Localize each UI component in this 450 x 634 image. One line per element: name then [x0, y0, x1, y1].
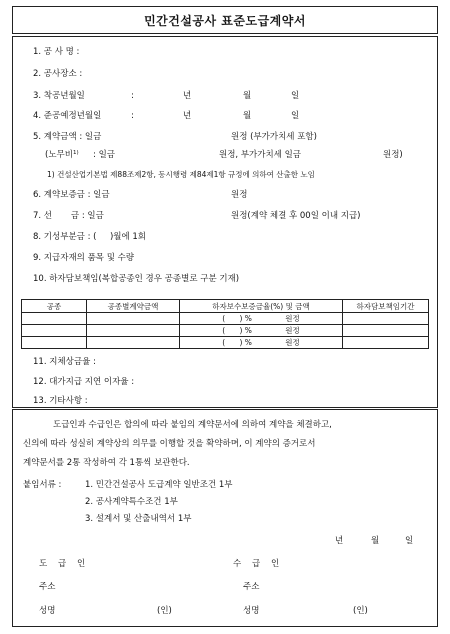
table-cell	[87, 313, 180, 325]
start-date-month: 월	[243, 91, 252, 101]
table-cell	[87, 325, 180, 337]
table-header-cell: 공종	[22, 300, 87, 313]
agreement-paragraph-line-3: 계약문서를 2통 작성하여 각 1통씩 보관한다.	[23, 458, 190, 468]
agreement-section	[12, 409, 438, 627]
contract-form	[12, 6, 438, 628]
attachment-item: 2. 공사계약특수조건 1부	[85, 497, 178, 507]
table-header-cell: 하자보수보증금율(%) 및 금액	[180, 300, 343, 313]
start-date-year: 년	[183, 91, 192, 101]
contractor-seal: (인)	[157, 606, 172, 616]
start-date-day: 일	[291, 91, 300, 101]
sign-date-day: 일	[405, 536, 414, 546]
item-project-location: 2. 공사장소 :	[33, 69, 83, 79]
subcontractor-address-label: 주소	[243, 582, 260, 592]
table-cell	[343, 313, 429, 325]
table-row	[22, 313, 429, 325]
item-start-date-label: 3. 착공년월일	[33, 91, 85, 101]
table-cell	[22, 337, 87, 349]
attachment-item: 1. 민간건설공사 도급계약 일반조건 1부	[85, 480, 233, 490]
start-date-colon: :	[131, 91, 134, 101]
completion-date-year: 년	[183, 111, 192, 121]
table-row	[22, 337, 429, 349]
table-cell: ( ) % 원정	[180, 313, 343, 325]
table-cell: ( ) % 원정	[180, 337, 343, 349]
completion-date-day: 일	[291, 111, 300, 121]
contractor-name-label: 성명	[39, 606, 56, 616]
attachments-label: 붙임서류 :	[23, 480, 62, 490]
sign-date-month: 월	[371, 536, 380, 546]
table-header-cell: 하자담보책임기간	[343, 300, 429, 313]
table-cell	[343, 337, 429, 349]
vat-amount-label: 원정, 부가가치세 일금	[219, 150, 302, 160]
completion-date-colon: :	[131, 111, 134, 121]
table-header-row	[22, 300, 429, 313]
contract-terms-section	[12, 36, 438, 408]
item-late-payment-interest: 12. 대가지급 지연 이자율 :	[33, 377, 135, 387]
document-title: 민간건설공사 표준도급계약서	[12, 6, 438, 34]
performance-bond-won: 원정	[231, 190, 248, 200]
item-performance-bond-label: 6. 계약보증금 : 일금	[33, 190, 110, 200]
item-completion-date-label: 4. 준공예정년월일	[33, 111, 102, 121]
table-cell: ( ) % 원정	[180, 325, 343, 337]
contract-amount-won: 원정 (부가가치세 포함)	[231, 132, 317, 142]
sign-date-year: 년	[335, 536, 344, 546]
agreement-paragraph-line-2: 신의에 따라 성실히 계약상의 의무를 이행할 것을 확약하며, 이 계약의 증거로서	[23, 439, 316, 449]
item-progress-payment: 8. 기성부분금 : ( )월에 1회	[33, 232, 147, 242]
item-advance-payment-label: 7. 선 금 : 일금	[33, 211, 104, 221]
item-defect-liability: 10. 하자담보책임(복합공종인 경우 공종별로 구분 기재)	[33, 274, 240, 284]
table-cell	[87, 337, 180, 349]
item-other-matters: 13. 기타사항 :	[33, 396, 88, 406]
table-row	[22, 325, 429, 337]
contractor-address-label: 주소	[39, 582, 56, 592]
item-delay-penalty: 11. 지체상금율 :	[33, 357, 96, 367]
labor-cost-footnote: 1) 건설산업기본법 제88조제2항, 동시행령 제84제1항 규정에 의하여 산출한 노임	[47, 170, 315, 179]
defect-liability-table	[21, 299, 429, 349]
item-supplied-materials: 9. 지급자재의 품목 및 수량	[33, 253, 135, 263]
table-cell	[343, 325, 429, 337]
labor-cost-label-b: : 일금	[93, 150, 115, 160]
vat-amount-won: 원정)	[383, 150, 403, 160]
item-contract-amount-label: 5. 계약금액 : 일금	[33, 132, 102, 142]
completion-date-month: 월	[243, 111, 252, 121]
table-cell	[22, 313, 87, 325]
agreement-paragraph-line-1: 도급인과 수급인은 합의에 따라 붙임의 계약문서에 의하여 계약을 체결하고,	[53, 420, 332, 430]
subcontractor-name-label: 성명	[243, 606, 260, 616]
attachment-item: 3. 설계서 및 산출내역서 1부	[85, 514, 192, 524]
advance-payment-won: 원정(계약 체결 후 00일 이내 지급)	[231, 211, 361, 221]
table-header-cell: 공종별계약금액	[87, 300, 180, 313]
subcontractor-label: 수 급 인	[233, 559, 280, 569]
subcontractor-seal: (인)	[353, 606, 368, 616]
table-cell	[22, 325, 87, 337]
item-project-name: 1. 공 사 명 :	[33, 47, 80, 57]
labor-cost-label-a: (노무비$^{1)}$	[45, 150, 79, 160]
contractor-label: 도 급 인	[39, 559, 86, 569]
